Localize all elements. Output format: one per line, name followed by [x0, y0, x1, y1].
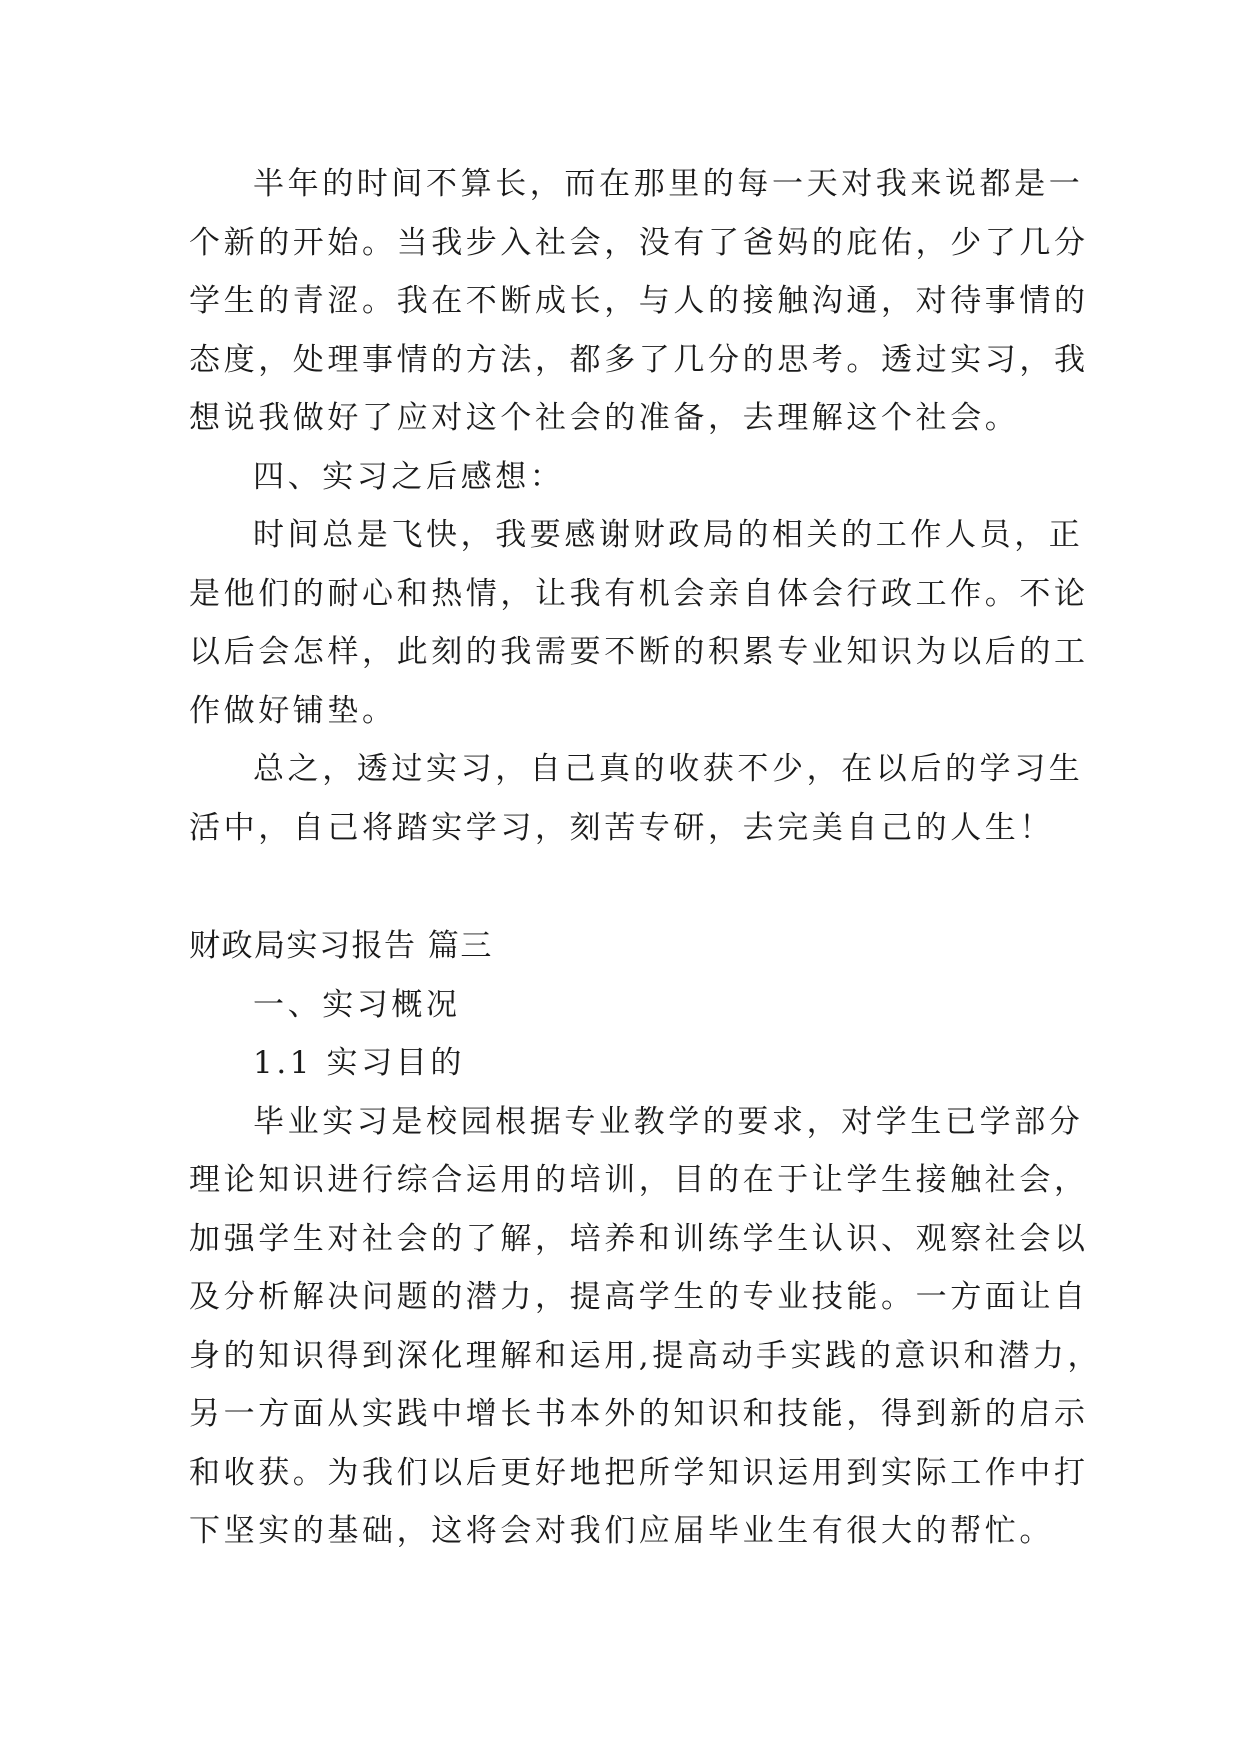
text-line: 另一方面从实践中增长书本外的知识和技能，得到新的启示: [189, 1396, 1089, 1432]
text-line: 半年的时间不算长，而在那里的每一天对我来说都是一: [253, 166, 1084, 202]
text-line: 时间总是飞快，我要感谢财政局的相关的工作人员，正: [253, 517, 1084, 553]
text-line: 想说我做好了应对这个社会的准备，去理解这个社会。: [189, 400, 1020, 436]
document-page: [189, 155, 1103, 1561]
paragraph-conclusion: [189, 740, 1084, 857]
section-heading: 四、实习之后感想：: [253, 458, 565, 495]
text-line: 个新的开始。当我步入社会，没有了爸妈的庇佑，少了几分: [189, 224, 1089, 261]
text-line: 身的知识得到深化理解和运用,提高动手实践的意识和潜力，: [189, 1337, 1103, 1374]
text-line: 以后会怎样，此刻的我需要不断的积累专业知识为以后的工: [189, 634, 1089, 670]
text-line: 作做好铺垫。: [189, 692, 397, 729]
paragraph-thanks: [189, 506, 1089, 740]
section-heading: 一、实习概况: [253, 986, 461, 1023]
spacer: [189, 857, 1054, 917]
paragraph-reflection: [189, 155, 1089, 448]
paragraph-purpose: [189, 1093, 1103, 1561]
text-line: 及分析解决问题的潜力，提高学生的专业技能。一方面让自: [189, 1279, 1089, 1315]
article-title: 财政局实习报告 篇三: [189, 928, 493, 964]
text-line: 是他们的耐心和热情，让我有机会亲自体会行政工作。不论: [189, 575, 1089, 612]
text-line: 活中，自己将踏实学习，刻苦专研，去完美自己的人生！: [189, 809, 1054, 846]
text-line: 加强学生对社会的了解，培养和训练学生认识、观察社会以: [189, 1220, 1089, 1257]
text-line: 态度，处理事情的方法，都多了几分的思考。透过实习，我: [189, 341, 1089, 378]
text-line: 学生的青涩。我在不断成长，与人的接触沟通，对待事情的: [189, 283, 1089, 319]
text-line: 理论知识进行综合运用的培训，目的在于让学生接触社会，: [189, 1162, 1089, 1198]
text-line: 和收获。为我们以后更好地把所学知识运用到实际工作中打: [189, 1454, 1089, 1491]
text-line: 毕业实习是校园根据专业教学的要求，对学生已学部分: [253, 1103, 1084, 1140]
subsection-heading: 1.1 实习目的: [253, 1045, 465, 1081]
text-line: 下坚实的基础，这将会对我们应届毕业生有很大的帮忙。: [189, 1513, 1054, 1549]
text-line: 总之，透过实习，自己真的收获不少，在以后的学习生: [253, 751, 1084, 787]
